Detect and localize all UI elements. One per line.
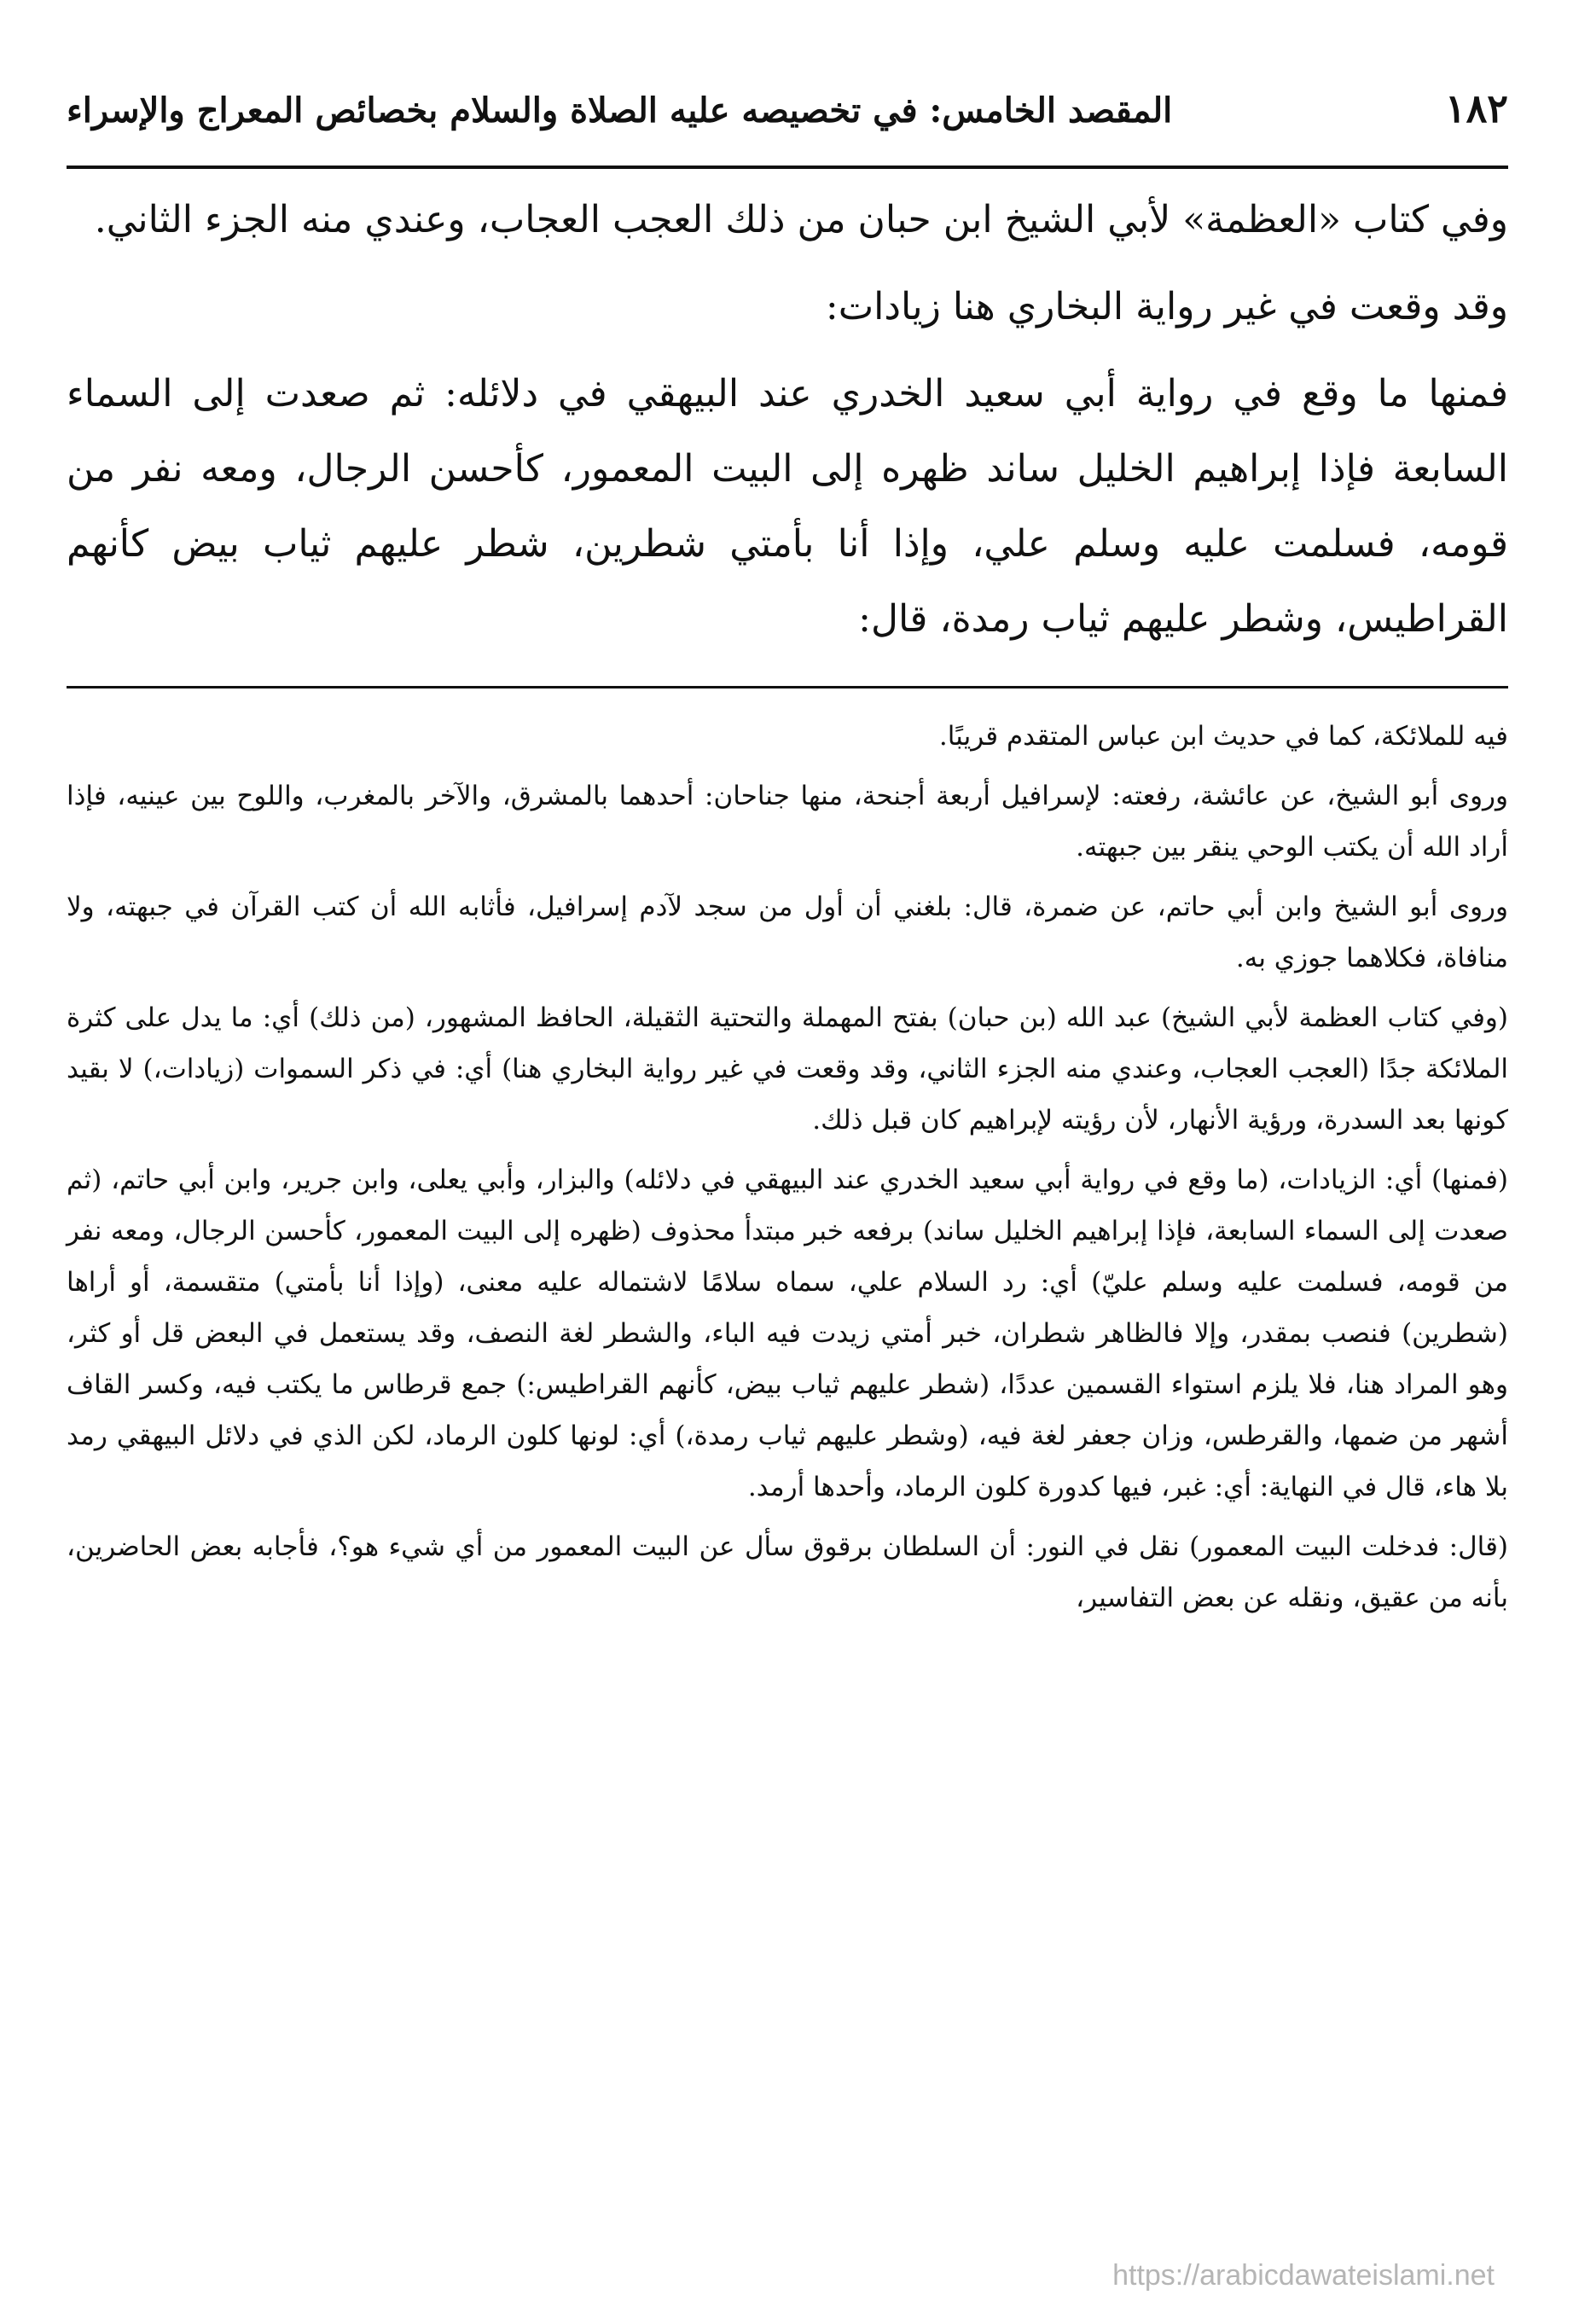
commentary-paragraph: (قال: فدخلت البيت المعمور) نقل في النور: أن السلطان برقوق سأل عن البيت المعمور من أي شيء هو؟، فأجابه بعض الحاضرين، بأنه من عقيق، ونقله عن بعض التفاسير،	[67, 1531, 1508, 1613]
running-title: المقصد الخامس: في تخصيصه عليه الصلاة والسلام بخصائص المعراج والإسراء	[67, 90, 1173, 131]
main-text	[67, 183, 1508, 657]
main-paragraph: وفي كتاب «العظمة» لأبي الشيخ ابن حبان من ذلك العجب العجاب، وعندي منه الجزء الثاني.	[94, 198, 1508, 241]
book-page	[67, 85, 1508, 1632]
commentary-paragraph: (فمنها) أي: الزيادات، (ما وقع في رواية أبي سعيد الخدري عند البيهقي في دلائله) والبزار، وأبي يعلى، وابن جرير، وابن أبي حاتم، (ثم صعدت إلى السماء السابعة، فإذا إبراهيم الخليل ساند) برفعه خبر مبتدأ محذوف (ظهره إلى البيت المعمور، كأحسن الرجال، ومعه نفر من قومه، فسلمت عليه وسلم عليّ) أي: رد السلام علي، سماه سلامًا لاشتماله عليه معنى، (وإذا أنا بأمتي) متقسمة، أو أراها (شطرين) فنصب بمقدر، وإلا فالظاهر شطران، خبر أمتي زيدت فيه الباء، والشطر لغة النصف، وقد يستعمل في البعض قل أو كثر، وهو المراد هنا، فلا يلزم استواء القسمين عددًا، (شطر عليهم ثياب بيض، كأنهم القراطيس:) جمع قرطاس ما يكتب فيه، وكسر القاف أشهر من ضمها، والقرطس، وزان جعفر لغة فيه، (وشطر عليهم ثياب رمدة،) أي: لونها كلون الرماد، لكن الذي في دلائل البيهقي رمد بلا هاء، قال في النهاية: أي: غبر، فيها كدورة كلون الرماد، وأحدها أرمد.	[67, 1165, 1508, 1502]
commentary-paragraph: فيه للملائكة، كما في حديث ابن عباس المتقدم قريبًا.	[938, 721, 1508, 752]
commentary-paragraph: وروى أبو الشيخ وابن أبي حاتم، عن ضمرة، قال: بلغني أن أول من سجد لآدم إسرافيل، فأثابه الله أن كتب القرآن في جبهته، ولا منافاة، فكلاهما جوزي به.	[67, 892, 1508, 973]
header-rule	[67, 166, 1508, 169]
footnote-separator	[67, 686, 1508, 688]
main-paragraph: فمنها ما وقع في رواية أبي سعيد الخدري عند البيهقي في دلائله: ثم صعدت إلى السماء السابعة فإذا إبراهيم الخليل ساند ظهره إلى البيت المعمور، كأحسن الرجال، ومعه نفر من قومه، فسلمت عليه وسلم علي، وإذا أنا بأمتي شطرين، شطر عليهم ثياب بيض كأنهم القراطيس، وشطر عليهم ثياب رمدة، قال:	[67, 372, 1508, 641]
main-paragraph: وقد وقعت في غير رواية البخاري هنا زيادات:	[825, 285, 1508, 328]
running-header	[67, 85, 1508, 154]
page-number: ١٨٢	[1444, 85, 1508, 131]
commentary	[67, 711, 1508, 1624]
commentary-paragraph: (وفي كتاب العظمة لأبي الشيخ) عبد الله (بن حبان) بفتح المهملة والتحتية الثقيلة، الحافظ المشهور، (من ذلك) أي: ما يدل على كثرة الملائكة جدًا (العجب العجاب، وعندي منه الجزء الثاني، وقد وقعت في غير رواية البخاري هنا) أي: في ذكر السموات (زيادات،) لا بقيد كونها بعد السدرة، ورؤية الأنهار، لأن رؤيته لإبراهيم كان قبل ذلك.	[67, 1002, 1508, 1136]
commentary-paragraph: وروى أبو الشيخ، عن عائشة، رفعته: لإسرافيل أربعة أجنحة، منها جناحان: أحدهما بالمشرق، والآخر بالمغرب، واللوح بين عينيه، فإذا أراد الله أن يكتب الوحي ينقر بين جبهته.	[67, 781, 1508, 863]
watermark-url: https://arabicdawateislami.net	[1112, 2259, 1495, 2292]
